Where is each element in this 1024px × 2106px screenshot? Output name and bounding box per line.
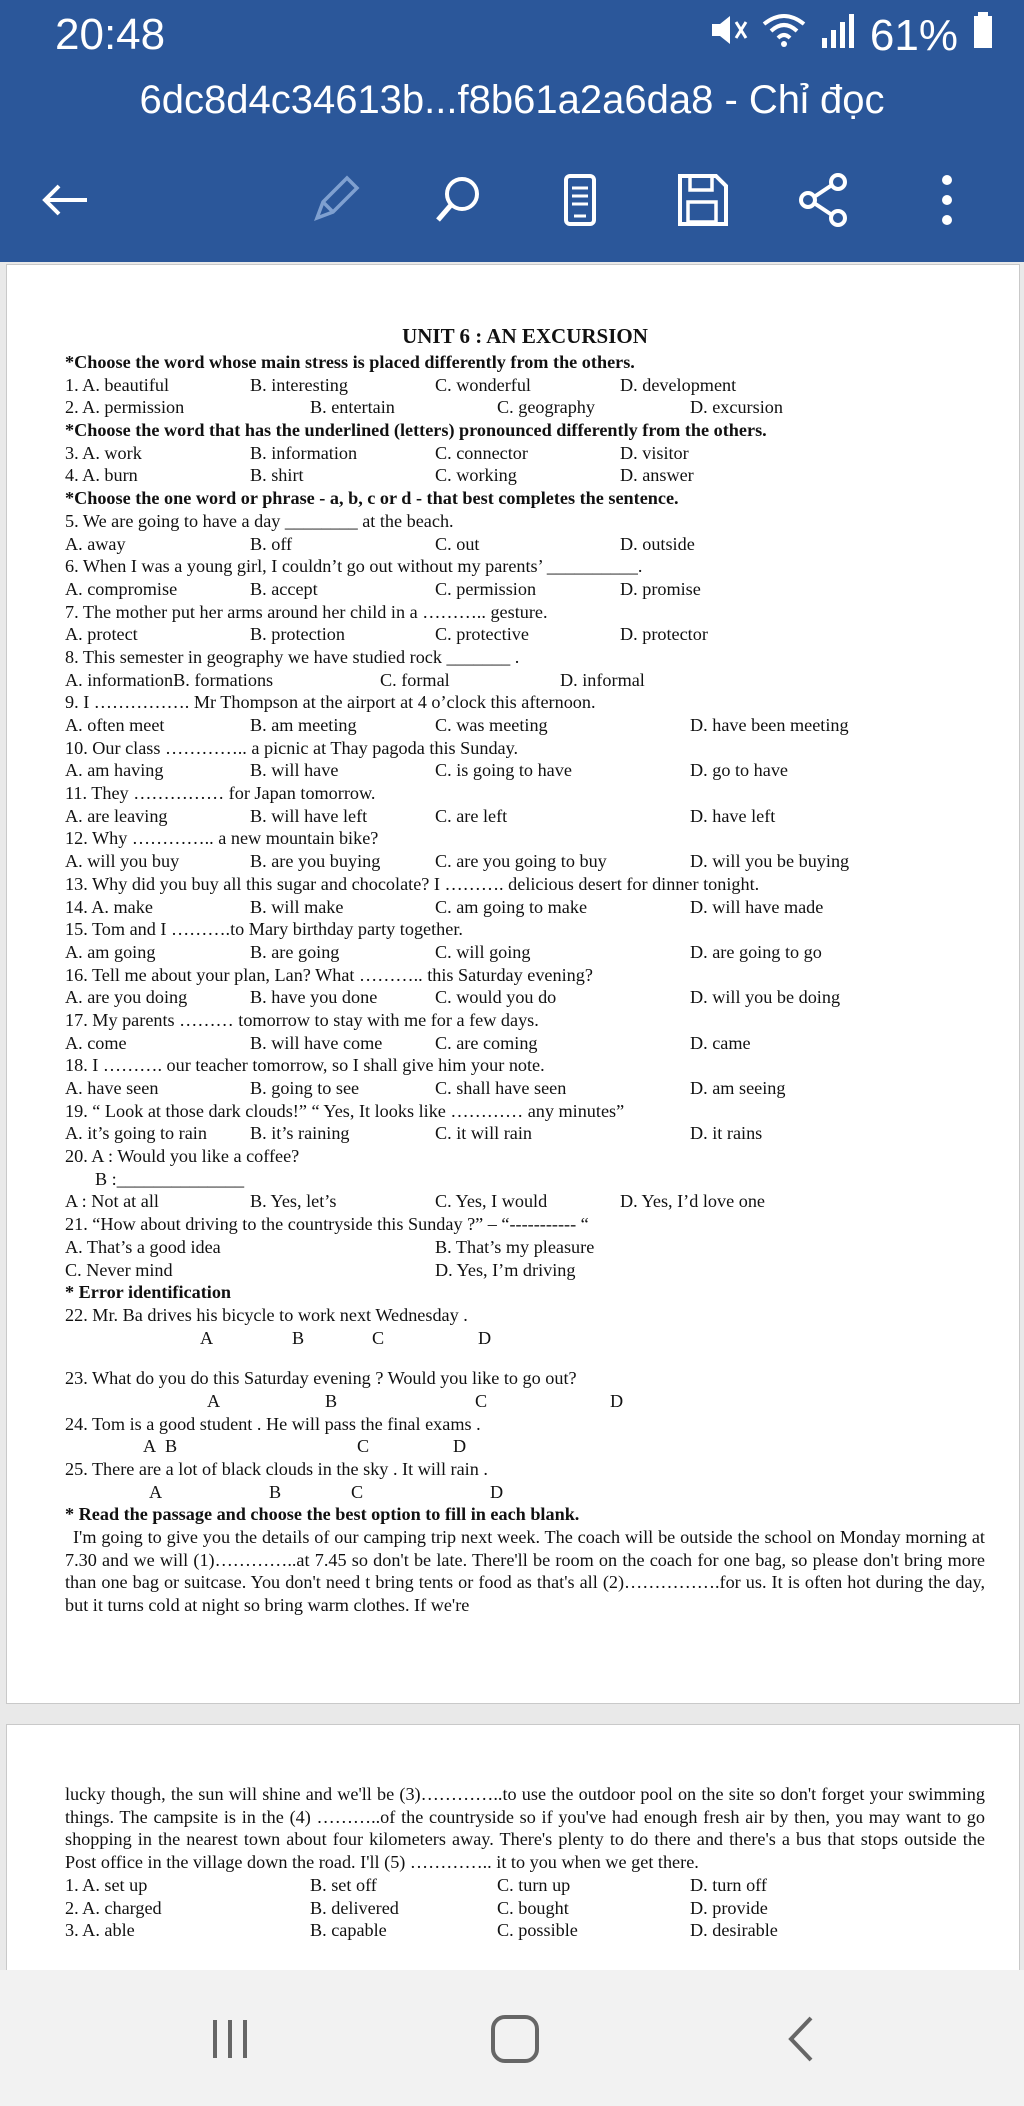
options-row: [65, 464, 985, 487]
back-chevron-icon: [777, 2014, 827, 2064]
letter: B: [165, 1436, 178, 1457]
option: 1. A. set up: [65, 1874, 148, 1895]
option: C. Yes, I would: [435, 1191, 548, 1212]
letter: D: [453, 1436, 467, 1457]
option: C. was meeting: [435, 715, 548, 735]
passage-paragraph: I'm going to give you the details of our camping trip next week. The coach will be outside the school on Monday morning at 7.30 and we will (1)…………..at 7.45 so don't be late. There'll be room on the coach for one bag, so please don't bring more than one bag or suitcase. You don't need t bring tents or food as that's all (2)…………….for us. It is often hot during the day, but it turns cold at night so bring warm clothes. If we're: [65, 1527, 985, 1616]
option: C. geography: [497, 397, 595, 418]
options-row: [65, 1077, 985, 1100]
option: B. off: [250, 533, 293, 554]
option: B. have you done: [250, 987, 378, 1008]
question: 16. Tell me about your plan, Lan? What ……….. this Saturday evening?: [65, 964, 593, 985]
question: 15. Tom and I ……….to Mary birthday party together.: [65, 919, 463, 940]
option: B. will have come: [250, 1032, 383, 1053]
letter: C: [357, 1436, 370, 1457]
search-button[interactable]: [418, 160, 498, 240]
option: A. it’s going to rain: [65, 1123, 207, 1144]
option: B. are you buying: [250, 851, 381, 872]
question: 18. I ………. our teacher tomorrow, so I shall give him your note.: [65, 1055, 545, 1076]
edit-button[interactable]: [295, 160, 375, 240]
option: D. am seeing: [690, 1078, 786, 1098]
save-icon: [672, 170, 732, 230]
reading-view-button[interactable]: [540, 160, 620, 240]
question: 11. They …………… for Japan tomorrow.: [65, 783, 376, 804]
status-time: 20:48: [55, 10, 166, 59]
option: D. desirable: [690, 1920, 778, 1941]
letter: B: [292, 1327, 305, 1348]
option: D. Yes, I’m driving: [435, 1259, 576, 1280]
question: 23. What do you do this Saturday evening ? Would you like to go out?: [65, 1368, 577, 1389]
options-row: [65, 1919, 985, 1942]
options-row: [65, 623, 985, 646]
option: B. will have left: [250, 805, 368, 826]
question: 8. This semester in geography we have studied rock _______ .: [65, 646, 520, 667]
option: 2. A. charged: [65, 1897, 162, 1918]
question: 5. We are going to have a day ________ at the beach.: [65, 510, 454, 531]
option: B. delivered: [310, 1897, 399, 1918]
question: 7. The mother put her arms around her child in a ……….. gesture.: [65, 601, 548, 622]
option: A. That’s a good idea: [65, 1236, 221, 1257]
letter: D: [490, 1481, 504, 1502]
more-vertical-icon: [917, 170, 977, 230]
save-button[interactable]: [662, 160, 742, 240]
option: D. visitor: [620, 442, 689, 463]
question-blank: B :______________: [95, 1168, 245, 1189]
option: B. will make: [250, 896, 344, 917]
back-button[interactable]: [25, 160, 105, 240]
option: A. are leaving: [65, 805, 168, 826]
letter: B: [325, 1390, 338, 1411]
option: C. is going to have: [435, 760, 572, 781]
status-icons: [708, 10, 994, 61]
option: B. Yes, let’s: [250, 1191, 337, 1212]
options-row: [65, 669, 985, 692]
options-row: [65, 1190, 985, 1213]
option: A. protect: [65, 624, 138, 645]
option: A : Not at all: [65, 1191, 159, 1212]
option: 2. A. permission: [65, 397, 185, 418]
option: D. go to have: [690, 760, 788, 781]
option: 1. A. beautiful: [65, 374, 170, 395]
option: C. will going: [435, 941, 531, 962]
mute-icon: [708, 10, 748, 61]
option: D. will you be buying: [690, 851, 850, 872]
option: D. came: [690, 1032, 751, 1053]
letter: A: [143, 1436, 157, 1457]
option: C. possible: [497, 1920, 578, 1941]
recent-apps-icon: [205, 2014, 255, 2064]
option: C. shall have seen: [435, 1078, 567, 1098]
share-icon: [794, 170, 854, 230]
option: A. will you buy: [65, 851, 180, 872]
question: 25. There are a lot of black clouds in the sky . It will rain .: [65, 1459, 488, 1479]
option: B. it’s raining: [250, 1123, 350, 1144]
search-icon: [428, 170, 488, 230]
option: D. protector: [620, 624, 708, 645]
options-row: [65, 850, 985, 873]
page-content: [65, 325, 985, 1617]
letter: B: [269, 1481, 282, 1502]
option: D. will you be doing: [690, 987, 841, 1008]
option: 14. A. make: [65, 896, 153, 917]
section-heading: *Choose the word whose main stress is placed differently from the others.: [65, 352, 635, 372]
options-row: [65, 374, 985, 397]
option: B. information: [250, 442, 358, 463]
options-row: [65, 759, 985, 782]
letter: A: [207, 1390, 221, 1411]
option: B. accept: [250, 578, 318, 599]
options-row: [65, 396, 985, 419]
document-title: 6dc8d4c34613b...f8b61a2a6da8 - Chỉ đọc: [139, 78, 885, 122]
option: D. provide: [690, 1897, 768, 1918]
page-content: [65, 1783, 985, 1942]
section-heading: * Error identification: [65, 1282, 232, 1303]
home-button[interactable]: [475, 2004, 555, 2074]
option: C. bought: [497, 1897, 569, 1918]
letter: D: [610, 1390, 624, 1411]
option: C. wonderful: [435, 374, 531, 395]
option: D. excursion: [690, 397, 783, 418]
options-row: [65, 1874, 985, 1897]
share-button[interactable]: [784, 160, 864, 240]
options-row: [65, 714, 985, 737]
option: B. am meeting: [250, 715, 357, 735]
question: 10. Our class ………….. a picnic at Thay pagoda this Sunday.: [65, 737, 519, 758]
option: B. interesting: [250, 374, 348, 395]
pencil-icon: [305, 170, 365, 230]
option: A. compromise: [65, 578, 178, 599]
option: A. away: [65, 533, 126, 554]
question: 9. I ……………. Mr Thompson at the airport at 4 o’clock this afternoon.: [65, 692, 596, 713]
options-row: [65, 941, 985, 964]
option: C. connector: [435, 442, 528, 463]
letter: D: [478, 1327, 492, 1348]
letter: A: [149, 1481, 163, 1502]
system-nav-bar: [0, 1970, 1024, 2106]
spacer: [65, 1349, 985, 1367]
option: D. Yes, I’d love one: [620, 1191, 765, 1212]
option: A. informationB. formations: [65, 669, 274, 690]
question: 17. My parents ……… tomorrow to stay with me for a few days.: [65, 1009, 539, 1030]
option: C. are you going to buy: [435, 851, 607, 872]
option: B. protection: [250, 624, 345, 645]
options-row: [65, 442, 985, 465]
toolbar: [0, 160, 1024, 240]
option: B. capable: [310, 1920, 387, 1941]
unit-title: UNIT 6 : AN EXCURSION: [402, 324, 648, 348]
option: B. going to see: [250, 1078, 360, 1098]
options-row: [65, 578, 985, 601]
options-row: [65, 1236, 985, 1259]
option: 3. A. able: [65, 1920, 135, 1941]
letter: C: [372, 1327, 385, 1348]
phone-layout-icon: [550, 170, 610, 230]
option: A. am having: [65, 760, 164, 781]
letter: C: [351, 1481, 364, 1502]
option: C. are coming: [435, 1032, 538, 1053]
back-arrow-icon: [35, 170, 95, 230]
options-row: [65, 805, 985, 828]
option: D. have left: [690, 805, 776, 826]
letter: A: [200, 1327, 214, 1348]
option: B. are going: [250, 941, 340, 962]
options-row: [65, 1259, 985, 1282]
option: D. informal: [560, 669, 645, 690]
document-page-2: [6, 1724, 1020, 1994]
option: C. would you do: [435, 987, 557, 1008]
option: D. have been meeting: [690, 715, 849, 735]
question: 12. Why ………….. a new mountain bike?: [65, 828, 379, 849]
option: D. will have made: [690, 896, 824, 917]
recent-apps-button[interactable]: [190, 2004, 270, 2074]
question: 22. Mr. Ba drives his bicycle to work next Wednesday .: [65, 1304, 468, 1325]
document-page-1: [6, 264, 1020, 1704]
option: C. permission: [435, 578, 537, 599]
option: C. working: [435, 465, 517, 486]
option: C. formal: [380, 669, 450, 690]
option: A. am going: [65, 941, 156, 962]
question: 13. Why did you buy all this sugar and chocolate? I ………. delicious desert for dinner tonight.: [65, 873, 760, 894]
answer-letters: [65, 1327, 985, 1350]
option: D. are going to go: [690, 941, 822, 962]
options-row: [65, 1897, 985, 1920]
option: D. promise: [620, 578, 701, 599]
option: 4. A. burn: [65, 465, 138, 486]
option: A. have seen: [65, 1078, 159, 1098]
options-row: [65, 986, 985, 1009]
app-bar: [0, 0, 1024, 262]
option: C. Never mind: [65, 1259, 173, 1280]
options-row: [65, 533, 985, 556]
option: A. often meet: [65, 715, 165, 735]
option: C. am going to make: [435, 896, 588, 917]
option: D. it rains: [690, 1123, 763, 1144]
wifi-icon: [762, 10, 806, 61]
option: C. turn up: [497, 1874, 571, 1895]
option: D. turn off: [690, 1874, 767, 1895]
question: 21. “How about driving to the countryside this Sunday ?” – “----------- “: [65, 1214, 589, 1235]
section-heading: * Read the passage and choose the best option to fill in each blank.: [65, 1504, 580, 1525]
option: B. will have: [250, 760, 339, 781]
options-row: [65, 1122, 985, 1145]
question: 6. When I was a young girl, I couldn’t go out without my parents’ __________.: [65, 556, 643, 577]
back-nav-button[interactable]: [762, 2004, 842, 2074]
section-heading: *Choose the one word or phrase - a, b, c or d - that best completes the sentence.: [65, 488, 679, 509]
option: D. development: [620, 374, 737, 395]
option: B. set off: [310, 1874, 377, 1895]
signal-icon: [820, 10, 856, 61]
option: B. shirt: [250, 465, 304, 486]
answer-letters: [65, 1481, 985, 1504]
option: D. outside: [620, 533, 695, 554]
battery-percent: 61%: [869, 10, 958, 60]
option: A. are you doing: [65, 987, 188, 1008]
answer-letters: [65, 1435, 985, 1458]
option: C. protective: [435, 624, 529, 645]
options-row: [65, 1032, 985, 1055]
option: D. answer: [620, 465, 694, 486]
option: C. out: [435, 533, 480, 554]
passage-paragraph: lucky though, the sun will shine and we'll be (3)…………..to use the outdoor pool on the site so don't forget your swimming things. The campsite is in the (4) ………..of the countryside so if you've had enough fresh air by then, you may want to go shopping in the nearest town about four kilometers away. There's plenty to do there and there's a bus that stops outside the Post office in the village down the road. I'll (5) ………….. it to you when we get there.: [65, 1784, 985, 1873]
battery-icon: [972, 10, 994, 61]
section-heading: *Choose the word that has the underlined (letters) pronounced differently from the others.: [65, 420, 767, 441]
question: 24. Tom is a good student . He will pass the final exams .: [65, 1413, 481, 1434]
question: 20. A : Would you like a coffee?: [65, 1146, 300, 1167]
more-options-button[interactable]: [907, 160, 987, 240]
options-row: [65, 896, 985, 919]
option: C. it will rain: [435, 1123, 532, 1144]
letter: C: [475, 1390, 488, 1411]
answer-letters: [65, 1390, 985, 1413]
option: B. That’s my pleasure: [435, 1236, 595, 1257]
option: 3. A. work: [65, 442, 142, 463]
option: A. come: [65, 1032, 127, 1053]
option: B. entertain: [310, 397, 395, 418]
home-icon: [487, 2011, 543, 2067]
question: 19. “ Look at those dark clouds!” “ Yes, It looks like ………… any minutes”: [65, 1100, 625, 1121]
option: C. are left: [435, 805, 508, 826]
